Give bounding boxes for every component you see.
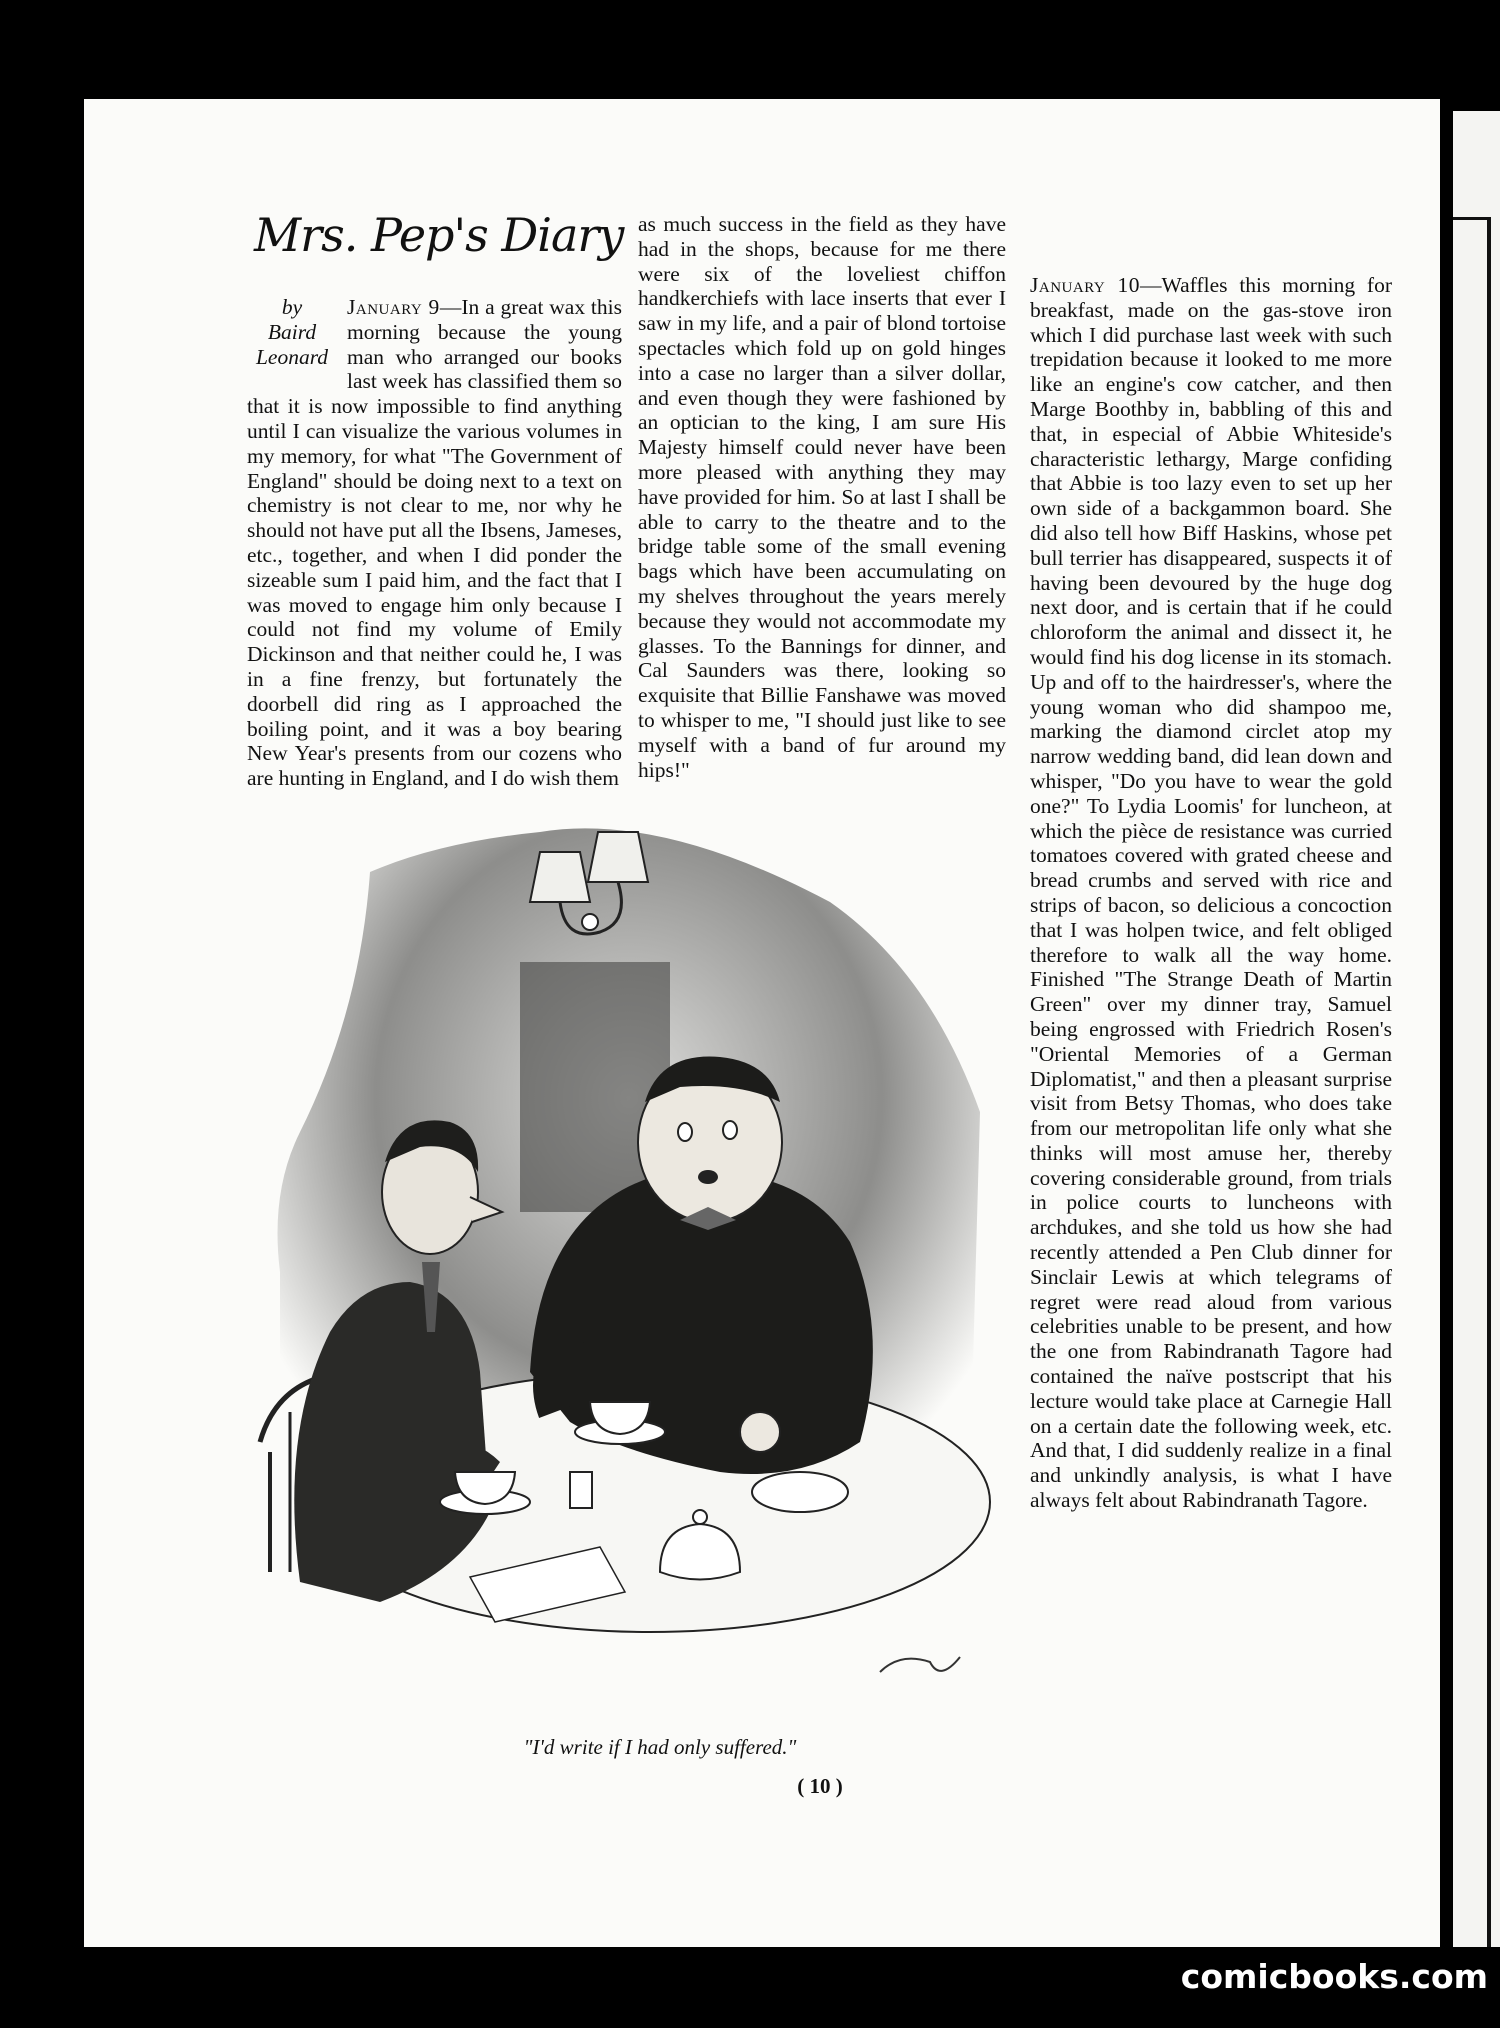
entry-date: January 10 <box>1030 273 1141 297</box>
cartoon-caption: "I'd write if I had only suffered." <box>523 1735 797 1759</box>
page-number: ( 10 ) <box>797 1774 843 1798</box>
byline-first-name: Baird <box>267 319 317 344</box>
byline-last-name: Leonard <box>255 344 329 369</box>
adjacent-page-edge <box>1453 111 1500 1947</box>
text-column-3: January 10—Waffles this morning for breakfast, made on the gas-stove iron which I did purchase last week with such trepidation because it looked to me more like an engine's cow catcher, and then Marge Boothby in, babbling of this and that, in especial of Abbie Whiteside's characteristic lethargy, Marge confiding that Abbie is too lazy even to set up her own side of a backgammon board. She did also tell how Biff Haskins, whose pet bull terrier has disappeared, suspects it of having been devoured by the huge dog next door, and is certain that if he could chloroform the animal and dissect it, he would find his dog license in its stomach. Up and off to the hairdresser's, where the young woman who did shampoo me, marking the diamond circlet atop my narrow wedding band, did lean down and whisper, "Do you have to wear the gold one?" To Lydia Loomis' for luncheon, at which the pièce de resistance was curried tomatoes covered with grated cheese and bread crumbs and served with rice and strips of bacon, so delicious a concoction that I was holpen twice, and felt obliged therefore to walk all the way home. Finished "The Strange Death of Martin Green" over my dinner tray, Samuel being engrossed with Friedrich Rosen's "Oriental Memories of a German Diplomatist," and then a pleasant surprise visit from Betsy Thomas, who does take from our metropolitan life only what she thinks will most amuse her, thereby covering considerable ground, from trials in police courts to luncheons with archdukes, and she told us how she had recently attended a Pen Club dinner for Sinclair Lewis at which telegrams of regret were read aloud from various celebrities unable to be present, and how the one from Rabindranath Tagore had contained the naïve postscript that his lecture would take place at Carnegie Hall on a certain date the following week, etc. And that, I did suddenly realize in a final and unkindly analysis, is what I have always felt about Rabindranath Tagore. <box>1030 273 1392 1513</box>
text-column-1: January 9—In a great wax this morning because the young man who arranged our books last week has classified them so that it is now impossible to find anything until I can visualize the various volumes in my memory, for what "The Government of England" should be doing next to a text on chemistry is not clear to me, nor why he should not have put all the Ibsens, Jameses, etc., together, and when I did ponder the sizeable sum I paid him, and the fact that I was moved to engage him only because I could not find my volume of Emily Dickinson and that neither could he, I was in a fine frenzy, but fortunately the doorbell did ring as I approached the boiling point, and it was a boy bearing New Year's presents from our cozens who are hunting in England, and I do wish them <box>247 295 622 791</box>
article-title: Mrs. Pep's Diary <box>254 208 624 262</box>
cartoon-drawing <box>240 812 1010 1732</box>
text-column-2: as much success in the field as they have had in the shops, because for me there were six of the loveliest chiffon handkerchiefs with lace inserts that ever I saw in my life, and a pair of blond tortoise spectacles which fold up on gold hinges into a case no larger than a silver dollar, and even though they were fashioned by an optician to the king, I am sure His Majesty himself could never have been more pleased with anything they may have provided for him. So at last I shall be able to carry to the theatre and to the bridge table some of the small evening bags which have been accumulating on my shelves throughout the years merely because they would not accommodate my glasses. To the Bannings for dinner, and Cal Saunders was there, looking so exquisite that Billie Fanshawe was moved to whisper to me, "I should just like to see myself with a band of fur around my hips!" <box>638 212 1006 782</box>
watermark: comicbooks.com <box>1180 1957 1488 1996</box>
byline-by: by <box>281 295 303 319</box>
cartoon-illustration <box>240 812 1010 1732</box>
entry-date: January 9 <box>347 295 440 319</box>
